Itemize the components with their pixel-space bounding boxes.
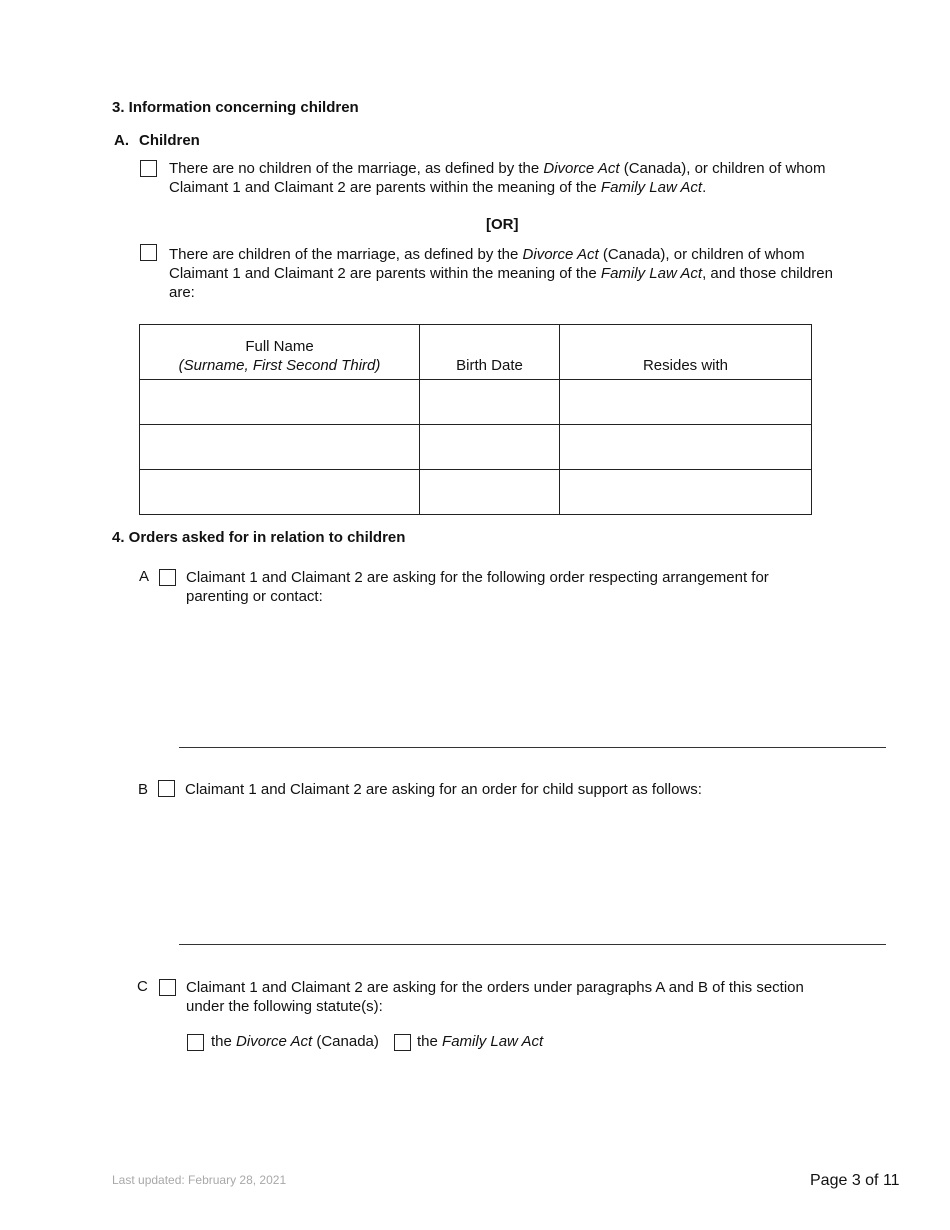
parenting-order-text: Claimant 1 and Claimant 2 are asking for the following order respecting arrangement for parenting or contact:	[186, 569, 769, 605]
children-table	[139, 324, 812, 515]
birth-date-header: Birth Date	[420, 325, 560, 380]
item-c-letter: C	[137, 978, 148, 995]
child-support-text: Claimant 1 and Claimant 2 are asking for an order for child support as follows:	[185, 781, 702, 798]
option1-divorce-act: Divorce Act	[543, 160, 620, 177]
child-2-name-cell[interactable]	[140, 425, 420, 470]
option1-text-pre: There are no children of the marriage, as defined by the	[169, 160, 544, 177]
option2-family-law-act: Family Law Act	[600, 265, 703, 282]
full-name-header-format: (Surname, First Second Third)	[178, 357, 381, 374]
has-children-checkbox[interactable]	[140, 244, 157, 261]
option1-text-mid: (Canada), or children of whom Claimant 1 and Claimant 2 are parents within the meaning of the	[169, 160, 826, 196]
family-law-act-label-act: Family Law Act	[442, 1033, 544, 1050]
section-3-heading: 3. Information concerning children	[112, 99, 359, 116]
family-law-act-checkbox[interactable]	[394, 1034, 411, 1051]
divorce-act-label-pre: the	[211, 1033, 237, 1050]
item-a-letter: A	[139, 568, 150, 585]
child-1-birth-date-cell[interactable]	[420, 380, 560, 425]
family-law-act-label	[417, 1033, 543, 1050]
children-table-header	[140, 325, 812, 380]
child-1-name-cell[interactable]	[140, 380, 420, 425]
full-name-header	[140, 325, 420, 380]
child-2-resides-with-cell[interactable]	[560, 425, 812, 470]
family-law-act-label-pre: the	[417, 1033, 443, 1050]
option1-text-post: .	[702, 179, 707, 196]
table-row	[140, 470, 812, 515]
option2-text-post: , and those children are:	[169, 265, 833, 301]
option2-text-mid: (Canada), or children of whom Claimant 1 and Claimant 2 are parents within the meaning of the	[169, 246, 805, 282]
child-3-resides-with-cell[interactable]	[560, 470, 812, 515]
page-number: Page 3 of 11	[810, 1172, 900, 1189]
divorce-act-checkbox[interactable]	[187, 1034, 204, 1051]
child-support-checkbox[interactable]	[158, 780, 175, 797]
parenting-order-checkbox[interactable]	[159, 569, 176, 586]
item-b-letter: B	[138, 781, 149, 798]
table-row	[140, 380, 812, 425]
table-row	[140, 425, 812, 470]
child-2-birth-date-cell[interactable]	[420, 425, 560, 470]
child-1-resides-with-cell[interactable]	[560, 380, 812, 425]
option2-text-pre: There are children of the marriage, as defined by the	[169, 246, 523, 263]
last-updated-footer: Last updated: February 28, 2021	[112, 1173, 287, 1187]
no-children-text	[169, 159, 859, 197]
statutes-text: Claimant 1 and Claimant 2 are asking for the orders under paragraphs A and B of this section under the following statute(s):	[186, 979, 804, 1015]
divorce-act-label	[211, 1033, 379, 1050]
no-children-checkbox[interactable]	[140, 160, 157, 177]
child-support-answer-line[interactable]	[179, 944, 886, 945]
statutes-checkbox[interactable]	[159, 979, 176, 996]
or-label: [OR]	[486, 216, 519, 233]
subsection-a-label: A.	[114, 132, 129, 149]
parenting-order-answer-line[interactable]	[179, 747, 886, 748]
subsection-a-title: Children	[139, 132, 200, 149]
section-4-heading: 4. Orders asked for in relation to children	[112, 529, 406, 546]
child-3-birth-date-cell[interactable]	[420, 470, 560, 515]
has-children-text	[169, 245, 841, 302]
full-name-header-label: Full Name	[245, 338, 314, 355]
option2-divorce-act: Divorce Act	[522, 246, 599, 263]
resides-with-header: Resides with	[560, 325, 812, 380]
divorce-act-label-act: Divorce Act	[236, 1033, 313, 1050]
option1-family-law-act: Family Law Act	[600, 179, 703, 196]
child-3-name-cell[interactable]	[140, 470, 420, 515]
divorce-act-label-post: (Canada)	[312, 1033, 379, 1050]
